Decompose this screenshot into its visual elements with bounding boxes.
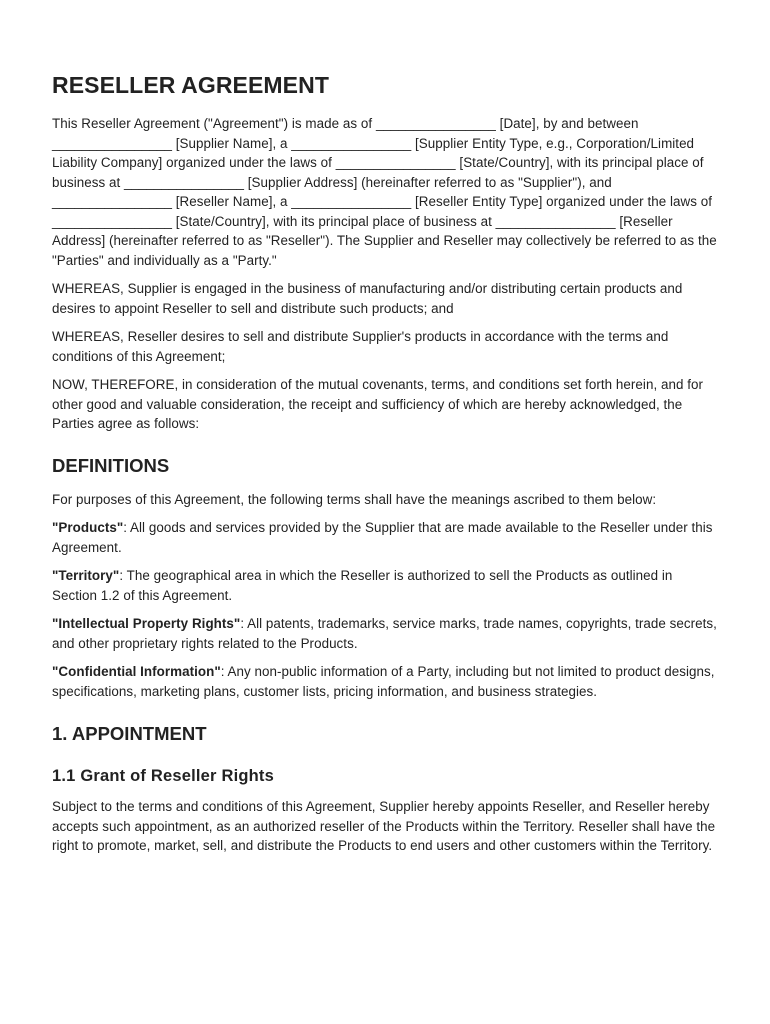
definition-text: : All patents, trademarks, service marks, trade names, copyrights, trade secrets, and other proprietary rights related to the Products. [52, 616, 717, 651]
grant-subheading: 1.1 Grant of Reseller Rights [52, 767, 274, 785]
definition-text: : Any non-public information of a Party, including but not limited to product designs, specifications, marketing plans, customer lists, pricing information, and business strategies. [52, 664, 715, 699]
document-content [52, 70, 720, 856]
appointment-heading: 1. APPOINTMENT [52, 723, 207, 744]
definition-item [52, 518, 720, 557]
definitions-heading: DEFINITIONS [52, 454, 170, 476]
grant-paragraph: Subject to the terms and conditions of this Agreement, Supplier hereby appoints Reseller, and Reseller hereby accepts such appointment, as an authorized reseller of the Products within the Territory. Reseller shall have the right to promote, market, sell, and distribute the Products to end users and other customers within the Territory. [52, 799, 716, 853]
definition-term: "Confidential Information" [52, 664, 221, 679]
definition-term: "Products" [52, 520, 124, 535]
recital-paragraph: WHEREAS, Reseller desires to sell and distribute Supplier's products in accordance with the terms and conditions of this Agreement; [52, 329, 669, 364]
definition-item [52, 614, 720, 653]
recital-paragraph: NOW, THEREFORE, in consideration of the mutual covenants, terms, and conditions set forth herein, and for other good and valuable consideration, the receipt and sufficiency of which are hereby acknowledged, the Parties agree as follows: [52, 377, 704, 431]
definition-term: "Intellectual Property Rights" [52, 616, 241, 631]
definition-item [52, 566, 720, 605]
definition-term: "Territory" [52, 568, 120, 583]
definition-text: : The geographical area in which the Reseller is authorized to sell the Products as outlined in Section 1.2 of this Agreement. [52, 568, 673, 603]
definitions-intro: For purposes of this Agreement, the following terms shall have the meanings ascribed to them below: [52, 491, 657, 507]
intro-paragraph: This Reseller Agreement ("Agreement") is made as of ________________ [Date], by and between ________________ [Supplier Name], a ________________ [Supplier Entity Type, e.g., Corporation/Limited Liability Company] organized under the laws of ________________ [State/Country], with its principal place of business at ________________ [Supplier Address] (hereinafter referred to as "Supplier"), and ________________ [Reseller Name], a ________________ [Reseller Entity Type] organized under the laws of ________________ [State/Country], with its principal place of business at ________________ [Reseller Address] (hereinafter referred to as "Reseller"). The Supplier and Reseller may collectively be referred to as the "Parties" and individually as a "Party." [52, 116, 717, 268]
definition-text: : All goods and services provided by the Supplier that are made available to the Reseller under this Agreement. [52, 520, 713, 555]
recital-paragraph: WHEREAS, Supplier is engaged in the business of manufacturing and/or distributing certain products and desires to appoint Reseller to sell and distribute such products; and [52, 281, 683, 316]
definition-item [52, 662, 720, 701]
document-title: RESELLER AGREEMENT [52, 72, 329, 98]
